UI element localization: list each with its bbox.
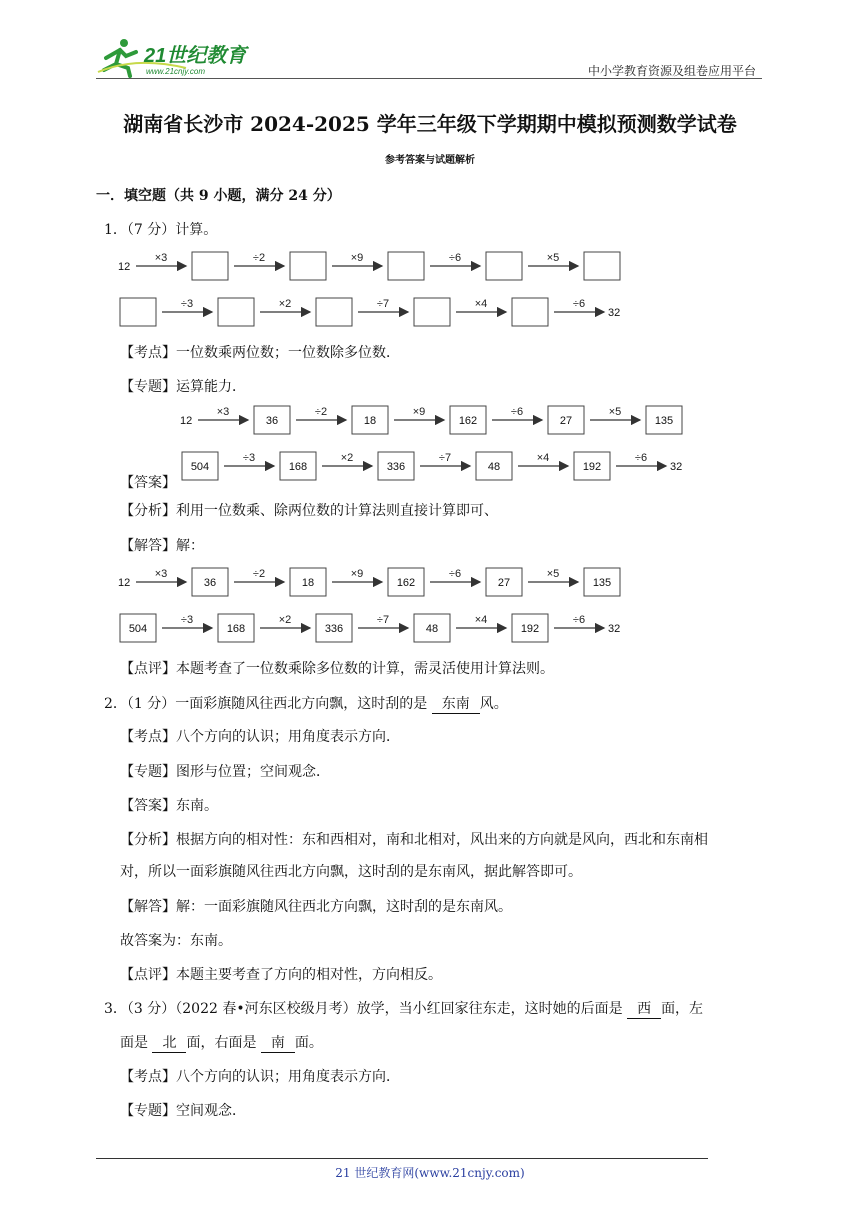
flow-end: 32 <box>608 307 621 319</box>
flow-op-label: ×2 <box>340 452 354 464</box>
flow-box-value: 36 <box>203 577 217 590</box>
q1-fenxi: 【分析】利用一位数乘、除两位数的计算法则直接计算即可、 <box>120 503 498 519</box>
flow-op-label: ÷6 <box>572 614 586 626</box>
flow-end: 32 <box>608 623 621 635</box>
q3-blank-right: 南 <box>261 1032 295 1053</box>
flow-start: 12 <box>118 261 131 273</box>
flow-box-value: 48 <box>425 623 439 636</box>
flow-box <box>512 298 548 326</box>
flow-box-value: 192 <box>520 623 540 636</box>
flow-box <box>414 298 450 326</box>
q1-flow-blank <box>116 244 621 334</box>
flow-box-value: 504 <box>190 461 210 474</box>
q2-kaodian: 【考点】八个方向的认识；用角度表示方向． <box>120 729 400 745</box>
flow-box-value: 336 <box>324 623 344 636</box>
flow-op-label: ×9 <box>412 406 426 418</box>
svg-text:21世纪教育: 21世纪教育 <box>144 45 247 67</box>
flow-op-label: ×4 <box>474 298 488 310</box>
flow-box-value: 162 <box>458 415 478 428</box>
flow-box <box>388 252 424 280</box>
flow-box <box>120 298 156 326</box>
q3-zhuanti: 【专题】空间观念． <box>120 1103 246 1119</box>
flow-op-label: ×3 <box>154 252 168 264</box>
flow-box-value: 48 <box>487 461 501 474</box>
flow-box-value: 36 <box>265 415 279 428</box>
flow-box-value: 168 <box>288 461 308 474</box>
q2-fenxi-line2: 对，所以一面彩旗随风往西北方向飘，这时刮的是东南风，据此解答即可。 <box>120 864 582 880</box>
q1-kaodian: 【考点】一位数乘两位数；一位数除多位数． <box>120 345 400 361</box>
flow-op-label: ×4 <box>536 452 550 464</box>
q2-fenxi-line1: 【分析】根据方向的相对性：东和西相对，南和北相对，风出来的方向就是风向，西北和东南相 <box>120 832 708 848</box>
flow-op-label: ÷3 <box>180 614 194 626</box>
flow-box-value: 27 <box>559 415 573 428</box>
flow-box <box>290 252 326 280</box>
flow-box <box>316 298 352 326</box>
flow-box <box>486 252 522 280</box>
flow-box-value: 162 <box>396 577 416 590</box>
flow-start: 12 <box>118 577 131 589</box>
flow-op-label: ÷3 <box>180 298 194 310</box>
section-heading: 一．填空题（共 9 小题，满分 24 分） <box>96 188 341 204</box>
platform-label: 中小学教育资源及组卷应用平台 <box>587 64 756 78</box>
flow-op-label: ×9 <box>350 252 364 264</box>
q2-jieda: 【解答】解：一面彩旗随风往西北方向飘，这时刮的是东南风。 <box>120 899 512 915</box>
q1-dianping: 【点评】本题考查了一位数乘除多位数的计算，需灵活使用计算法则。 <box>120 661 554 677</box>
q3-stem-line1: 3．（3 分）（2022 春•河东区校级月考）放学，当小红回家往东走，这时她的后面是 西 面，左 <box>104 998 703 1019</box>
flow-box <box>584 252 620 280</box>
flow-op-label: ÷2 <box>252 252 266 264</box>
flow-op-label: ÷6 <box>448 568 462 580</box>
page-subtitle: 参考答案与试题解析 <box>385 155 475 166</box>
flow-box-value: 18 <box>301 577 315 590</box>
flow-box-value: 168 <box>226 623 246 636</box>
flow-op-label: ×9 <box>350 568 364 580</box>
q2-guda: 故答案为：东南。 <box>120 933 232 949</box>
flow-op-label: ×2 <box>278 298 292 310</box>
q2-answer-blank: 东南 <box>432 693 480 714</box>
q1-daan-label: 【答案】 <box>120 475 176 491</box>
q3-kaodian: 【考点】八个方向的认识；用角度表示方向． <box>120 1069 400 1085</box>
flow-box <box>218 298 254 326</box>
flow-start: 12 <box>180 415 193 427</box>
q1-flow-solution <box>116 560 621 650</box>
flow-op-label: ÷6 <box>448 252 462 264</box>
flow-box-value: 192 <box>582 461 602 474</box>
flow-op-label: ×2 <box>278 614 292 626</box>
q2-daan: 【答案】东南。 <box>120 798 218 814</box>
flow-op-label: ÷7 <box>438 452 452 464</box>
q1-zhuanti: 【专题】运算能力． <box>120 379 246 395</box>
flow-box-value: 135 <box>592 577 612 590</box>
flow-box-value: 27 <box>497 577 511 590</box>
q1-stem: 1．（7 分）计算。 <box>104 222 218 238</box>
flow-op-label: ×4 <box>474 614 488 626</box>
svg-text:www.21cnjy.com: www.21cnjy.com <box>146 67 205 76</box>
flow-box-value: 504 <box>128 623 148 636</box>
flow-op-label: ÷7 <box>376 614 390 626</box>
q3-blank-back: 西 <box>627 998 661 1019</box>
q2-stem: 2．（1 分）一面彩旗随风往西北方向飘，这时刮的是 东南 风。 <box>104 693 508 714</box>
flow-op-label: ÷3 <box>242 452 256 464</box>
flow-box-value: 135 <box>654 415 674 428</box>
q3-stem-line2: 面是 北 面，右面是 南 面。 <box>120 1032 323 1053</box>
flow-op-label: ÷6 <box>634 452 648 464</box>
q1-flow-answer <box>178 398 683 488</box>
q3-blank-left: 北 <box>152 1032 186 1053</box>
flow-op-label: ÷2 <box>252 568 266 580</box>
footer-text: 21 世纪教育网(www.21cnjy.com) <box>335 1166 525 1180</box>
flow-end: 32 <box>670 461 683 473</box>
flow-op-label: ×5 <box>546 568 560 580</box>
flow-box-value: 336 <box>386 461 406 474</box>
flow-op-label: ÷6 <box>572 298 586 310</box>
flow-op-label: ×3 <box>154 568 168 580</box>
footer-divider <box>96 1158 708 1159</box>
q1-jieda: 【解答】解： <box>120 538 204 554</box>
flow-box-value: 18 <box>363 415 377 428</box>
flow-op-label: ÷6 <box>510 406 524 418</box>
header-divider <box>96 78 762 79</box>
flow-op-label: ÷2 <box>314 406 328 418</box>
page-title: 湖南省长沙市 2024-2025 学年三年级下学期期中模拟预测数学试卷 <box>123 112 737 136</box>
flow-op-label: ×5 <box>608 406 622 418</box>
q2-zhuanti: 【专题】图形与位置；空间观念． <box>120 764 330 780</box>
flow-op-label: ×5 <box>546 252 560 264</box>
q2-dianping: 【点评】本题主要考查了方向的相对性，方向相反。 <box>120 967 442 983</box>
flow-box <box>192 252 228 280</box>
flow-op-label: ÷7 <box>376 298 390 310</box>
flow-op-label: ×3 <box>216 406 230 418</box>
site-logo <box>96 36 266 78</box>
